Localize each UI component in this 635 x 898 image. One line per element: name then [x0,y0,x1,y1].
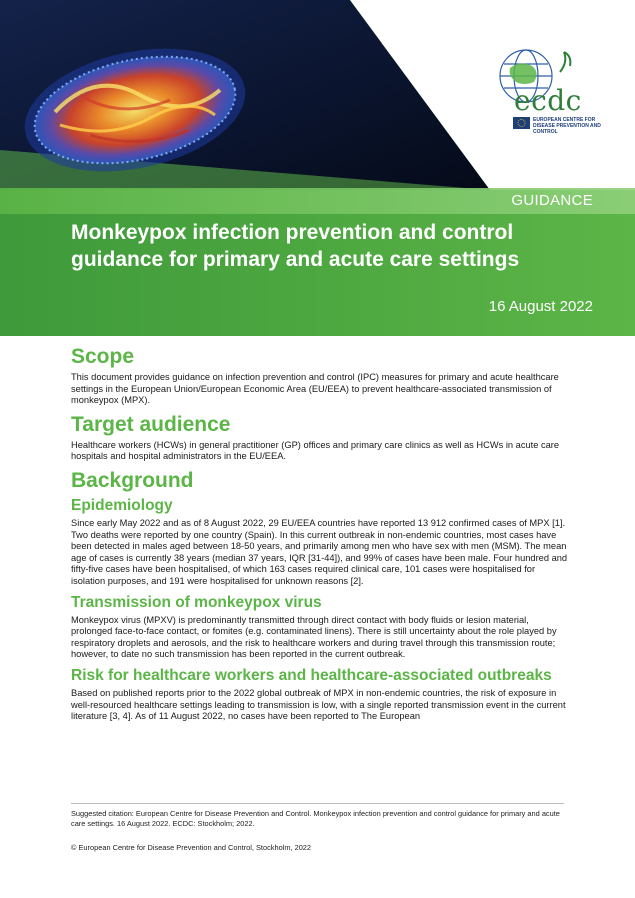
background-section [71,468,571,723]
target-audience-heading: Target audience [71,412,231,436]
ecdc-wordmark: ecdc [514,84,582,117]
background-heading: Background [71,468,194,492]
risk-paragraph: Based on published reports prior to the 2022 global outbreak of MPX in non-endemic countries, the risk of exposure in well-resourced healthcare settings leading to transmission is low, with a single reported transmission event in the current literature [3, 4]. As of 11 August 2022, no cases have been reported to The European [71,687,566,722]
transmission-paragraph: Monkeypox virus (MPXV) is predominantly transmitted through direct contact with body fluids or lesion material, prolonged face-to-face contact, or fomites (e.g. contaminated linens). There is still uncertainty about the role played by respiratory droplets and aerosols, and the risk to healthcare workers and during travel through this transmission route; however, to date no such transmission has been reported in the current outbreak. [71,614,557,660]
document-type-label: GUIDANCE [511,192,593,209]
target-audience-section [71,412,571,463]
scope-paragraph: This document provides guidance on infection prevention and control (IPC) measures for primary and acute healthcare settings in the European Union/European Economic Area (EU/EEA) to prevent healthcare-associated transmission of monkeypox (MPX). [71,372,559,406]
footer-divider [71,803,564,804]
document-title: Monkeypox infection prevention and control guidance for primary and acute care settings [71,221,520,271]
eu-flag-icon [513,117,530,129]
scope-section [71,344,571,407]
scope-heading: Scope [71,345,135,368]
epidemiology-heading: Epidemiology [71,496,173,514]
target-audience-paragraph: Healthcare workers (HCWs) in general practitioner (GP) offices and primary care clinics as well as HCWs in acute care hospitals and hospital administrators in the EU/EEA. [71,439,560,462]
ecdc-logo-subtitle: EUROPEAN CENTRE FOR DISEASE PREVENTION AND CONTROL [533,117,601,135]
copyright-notice: © European Centre for Disease Prevention and Control, Stockholm, 2022 [71,843,312,852]
cover-banner [0,0,635,336]
document-date: 16 August 2022 [488,298,593,315]
epidemiology-paragraph: Since early May 2022 and as of 8 August 2022, 29 EU/EEA countries have reported 13 912 confirmed cases of MPX [1]. Two deaths were reported by one country (Spain). In this current outbreak in non-endemic countries, most cases have been detected in males aged between 18-50 years, and primarily among men who have sex with men (MSM). The mean age of cases is currently 38 years (median 37 years, IQR [31-44]), and 99% of cases have been male. Four hundred and fifty-five cases have been hospitalised, of which 163 cases required clinical care, 101 cases were hospitalised for isolation purposes, and 191 were hospitalised for unknown reasons [2]. [71,517,568,586]
suggested-citation: Suggested citation: European Centre for Disease Prevention and Control. Monkeypox infection prevention and control guidance for primary and acute care settings. 16 August 2022. ECDC: Stockholm; 2022. [71,809,560,828]
risk-heading: Risk for healthcare workers and healthcare-associated outbreaks [71,666,552,684]
transmission-heading: Transmission of monkeypox virus [71,593,322,611]
document-body [71,344,571,728]
